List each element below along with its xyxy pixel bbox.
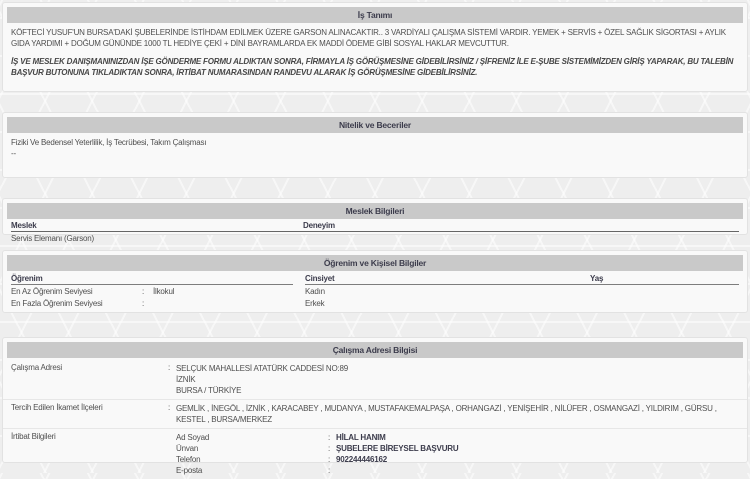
section-title: Meslek Bilgileri	[345, 206, 405, 216]
table-row	[11, 232, 739, 244]
column-header-deneyim: Deneyim	[303, 221, 335, 230]
contact-title-label: Ünvan	[176, 444, 199, 453]
contact-email-label: E-posta	[176, 466, 203, 475]
application-notice-text: İŞ VE MESLEK DANIŞMANINIZDAN İŞE GÖNDERME FORMU ALDIKTAN SONRA, FİRMAYLA İŞ GÖRÜŞMESİNE GİDEBİLİRSİNİZ / ŞİFRENİZ İLE E-ŞUBE SİSTEMİMİZDEN GİRİŞ YAPARAK, BU TALEBİN BAŞVUR BUTONUNA TIKLADIKTAN SONRA, İRTİBAT NUMARASINDAN RANDEVU ALARAK İŞ GÖRÜŞMESİNE GİDEBİLİRSİNİZ.	[11, 57, 734, 77]
section-title: Nitelik ve Beceriler	[338, 120, 412, 130]
section-header-profession	[7, 203, 743, 219]
contact-phone-label: Telefon	[176, 455, 201, 464]
column-header-meslek: Meslek	[11, 221, 37, 230]
separator: :	[168, 403, 171, 412]
profession-value: Servis Elemanı (Garson)	[11, 234, 94, 243]
column-header-ogrenim: Öğrenim	[11, 273, 293, 285]
section-header-work-address	[7, 342, 743, 358]
contact-name-label: Ad Soyad	[176, 433, 210, 442]
table-row	[11, 285, 293, 297]
separator: :	[328, 444, 331, 453]
work-address-row	[3, 360, 747, 400]
qualifications-extra: --	[11, 149, 16, 158]
contact-row-email	[176, 465, 739, 476]
education-min-label: En Az Öğrenim Seviyesi	[11, 287, 93, 296]
address-line-district: İZNİK	[176, 375, 196, 384]
job-description-text: KÖFTECİ YUSUF'UN BURSA'DAKİ ŞUBELERİNDE İSTİHDAM EDİLMEK ÜZERE GARSON ALINACAKTIR.. 3 VARDİYALI ÇALIŞMA SİSTEMİ VARDIR. YEMEK + SERVİS + ÖZEL SAĞLIK SİGORTASI + AYLIK GIDA YARDIMI + DOĞUM GÜNÜNDE 1000 TL HEDİYE ÇEKİ + DİNİ BAYRAMLARDA EK MADDİ ÖDEME GİBİ SOSYAL HAKLAR MEVCUTTUR.	[11, 28, 726, 48]
section-profession	[2, 198, 748, 243]
column-header-yas: Yaş	[590, 274, 604, 283]
experience-value	[303, 233, 739, 244]
section-header-job-description	[7, 7, 743, 23]
column-header-cinsiyet: Cinsiyet	[305, 274, 335, 283]
address-line-city: BURSA / TÜRKİYE	[176, 386, 242, 395]
contact-info-label: İrtibat Bilgileri	[11, 432, 56, 441]
section-title: Öğrenim ve Kişisel Bilgiler	[323, 258, 427, 268]
section-header-education-personal	[7, 255, 743, 271]
contact-row-title	[176, 443, 739, 454]
gender-value-female: Kadın	[305, 287, 325, 296]
contact-row-name	[176, 432, 739, 443]
contact-title-value: ŞUBELERE BİREYSEL BAŞVURU	[336, 444, 459, 453]
work-address-label: Çalışma Adresi	[11, 363, 62, 372]
spacer	[168, 432, 176, 476]
table-row	[11, 297, 293, 309]
section-education-personal	[2, 250, 748, 313]
preferred-districts-label: Tercih Edilen İkamet İlçeleri	[11, 403, 103, 412]
preferred-districts-row	[3, 400, 747, 429]
separator: :	[328, 455, 331, 464]
section-job-description	[2, 2, 748, 92]
separator: :	[328, 433, 331, 442]
section-title: İş Tanımı	[357, 10, 393, 20]
contact-phone-value: 902244446162	[336, 455, 387, 464]
preferred-districts-value: GEMLİK , İNEGÖL , İZNİK , KARACABEY , MUDANYA , MUSTAFAKEMALPAŞA , ORHANGAZİ , YENİŞEHİR , NİLÜFER , OSMANGAZİ , YILDIRIM , GÜRSU , KESTEL , BURSA/MERKEZ	[176, 404, 717, 424]
section-header-qualifications	[7, 117, 743, 133]
separator: :	[328, 466, 331, 475]
education-max-label: En Fazla Öğrenim Seviyesi	[11, 299, 103, 308]
separator: :	[168, 363, 171, 372]
separator: :	[142, 299, 145, 308]
section-qualifications	[2, 112, 748, 178]
section-work-address	[2, 337, 748, 475]
gender-age-block	[305, 273, 739, 309]
education-block	[11, 273, 293, 309]
gender-value-male: Erkek	[305, 299, 325, 308]
contact-name-value: HİLAL HANIM	[336, 433, 386, 442]
qualifications-skills: Fiziki Ve Bedensel Yeterlilik, İş Tecrübesi, Takım Çalışması	[11, 138, 207, 147]
separator: :	[142, 287, 145, 296]
gender-age-column-headers	[305, 273, 739, 285]
education-min-value: İlkokul	[153, 287, 175, 296]
profession-column-headers	[11, 221, 739, 232]
section-title: Çalışma Adresi Bilgisi	[332, 345, 418, 355]
contact-email-value	[336, 465, 739, 476]
contact-row-phone	[176, 454, 739, 465]
contact-info-row	[3, 429, 747, 479]
address-line-street: SELÇUK MAHALLESİ ATATÜRK CADDESİ NO:89	[176, 364, 349, 373]
